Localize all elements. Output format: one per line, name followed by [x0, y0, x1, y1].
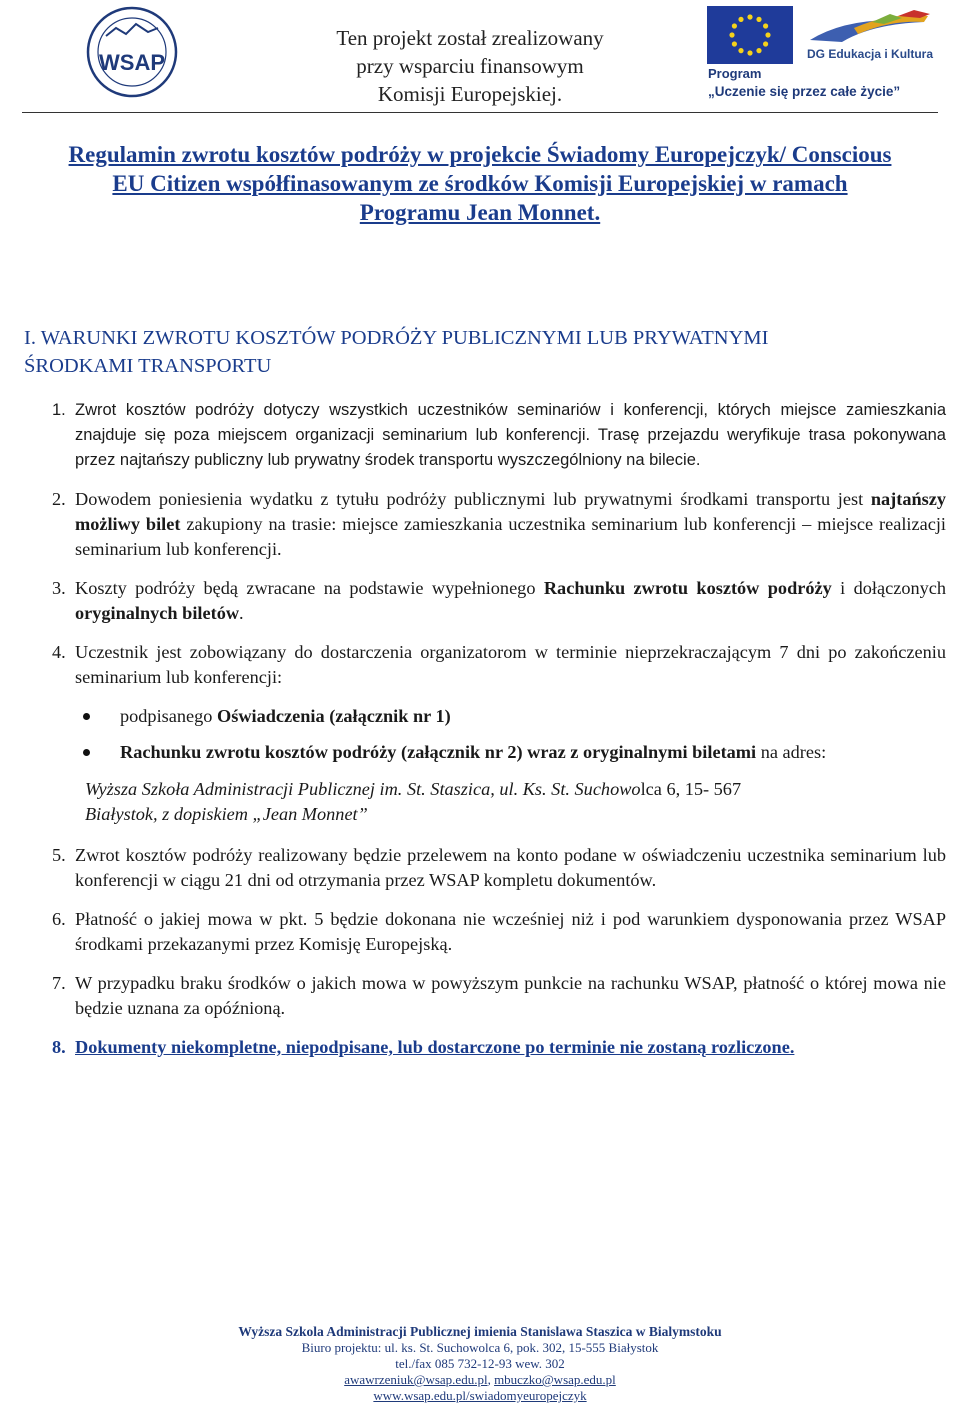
rule-5 [52, 843, 946, 893]
section-heading-line-1: I. WARUNKI ZWROTU KOSZTÓW PODRÓŻY PUBLICZNYMI LUB PRYWATNYMI [24, 327, 769, 349]
email-separator: , [487, 1372, 495, 1387]
rule-4-bullets [75, 704, 946, 765]
rule-3-text-a: Koszty podróży będą zwracane na podstawie wypełnionego [75, 578, 536, 598]
rule-7-text: W przypadku braku środków o jakich mowa w powyższym punkcie na rachunku WSAP, płatność o której mowa nie będzie uznana za opóźnioną. [75, 973, 946, 1018]
rule-number: 1. [52, 401, 66, 419]
address-part-c: Białystok, z dopiskiem „Jean Monnet” [85, 804, 368, 824]
rule-3-bold-a: Rachunku zwrotu kosztów podróży [543, 578, 832, 598]
rule-8-text: Dokumenty niekompletne, niepodpisane, lub dostarczone po terminie nie zostaną rozliczone. [75, 1037, 795, 1057]
rule-2-text-a: Dowodem poniesienia wydatku z tytułu podróży publicznymi lub prywatnymi środkami transportu jest [75, 489, 864, 509]
rule-2-text-b: zakupiony na trasie: miejsce zamieszkania uczestnika seminarium lub konferencji – miejsce realizacji seminarium lub konferencji. [75, 514, 946, 559]
rule-2-bold: najtańszy możliwy bilet [75, 489, 947, 534]
email-link-awawrzeniuk[interactable]: awawrzeniuk@wsap.edu.pl [344, 1372, 488, 1387]
title-line-3: Programu Jean Monnet. [359, 200, 601, 225]
rule-number: 7. [52, 973, 66, 993]
rule-6-text: Płatność o jakiej mowa w pkt. 5 będzie dokonana nie wcześniej niż i pod warunkiem dysponowania przez WSAP środkami przekazanymi przez Komisję Europejską. [75, 909, 946, 954]
funding-line-2: przy wsparciu finansowym [356, 54, 584, 78]
rule-3-text-c: . [239, 603, 244, 623]
page-footer [0, 1324, 960, 1404]
rule-1-text-a: Zwrot kosztów podróży dotyczy wszystkich uczestników seminariów i konferencji, których miejsce zamieszkania znajduje się poza miejscem organizacji seminarium lub konferencji. [75, 401, 946, 444]
program-label: Program [708, 66, 762, 81]
rule-number: 2. [52, 489, 66, 509]
title-line-1: Regulamin zwrotu kosztów podróży w projekcie Świadomy Europejczyk/ Conscious [68, 142, 892, 167]
section-heading-line-2: ŚRODKAMI TRANSPORTU [24, 355, 272, 377]
document-title [24, 140, 936, 227]
website-link[interactable]: www.wsap.edu.pl/swiadomyeuropejczyk [373, 1388, 587, 1403]
rule-6 [52, 907, 946, 957]
program-name: „Uczenie się przez całe życie” [708, 84, 901, 99]
list-item [75, 740, 946, 765]
bullet-1-text: podpisanego [120, 706, 213, 726]
funding-line-1: Ten projekt został zrealizowany [336, 26, 604, 50]
eu-flag-logo [707, 6, 793, 64]
rules-list [52, 398, 946, 1074]
title-line-2: EU Citizen współfinasowanym ze środków Komisji Europejskiej w ramach [112, 171, 848, 196]
bullet-icon [83, 713, 90, 720]
rule-number: 3. [52, 578, 66, 598]
wsap-logo [86, 6, 178, 98]
mailing-address [75, 777, 946, 827]
bullet-icon [83, 749, 90, 756]
rule-4 [52, 640, 946, 827]
rule-number: 5. [52, 845, 66, 865]
funding-statement [300, 24, 640, 108]
rule-5-text: Zwrot kosztów podróży realizowany będzie przelewem na konto podane w oświadczeniu uczestnika seminarium lub konferencji w ciągu 21 dni od otrzymania przez WSAP kompletu dokumentów. [75, 845, 946, 890]
rule-8 [52, 1035, 946, 1060]
rule-number: 6. [52, 909, 66, 929]
list-item [75, 704, 946, 729]
bullet-2-bold: Rachunku zwrotu kosztów podróży (załącznik nr 2) wraz z oryginalnymi biletami [120, 742, 757, 762]
rule-7 [52, 971, 946, 1021]
footer-emails [0, 1372, 960, 1388]
header-divider [22, 112, 938, 113]
bullet-2-text: na adres: [760, 742, 827, 762]
bullet-1-bold: Oświadczenia (załącznik nr 1) [216, 706, 451, 726]
address-part-a: Wyższa Szkoła Administracji Publicznej im. St. Staszica, ul. Ks. St. Suchowo [85, 779, 641, 799]
address-part-b: lca 6, 15- 567 [640, 779, 742, 799]
rule-1 [52, 398, 946, 473]
rule-3-text-b: i dołączonych [840, 578, 946, 598]
rule-4-text: Uczestnik jest zobowiązany do dostarczenia organizatorom w terminie nieprzekraczającym 7 dni po zakończeniu seminarium lub konferencji: [75, 642, 946, 687]
page-header [0, 0, 960, 112]
footer-office: Biuro projektu: ul. ks. St. Suchowolca 6, pok. 302, 15-555 Białystok [301, 1340, 659, 1355]
rule-3 [52, 576, 946, 626]
rule-1-text-b: Trasę przejazdu weryfikuje trasa pokonywana przez najtańszy publiczny lub prywatny środek transportu wyszczególniony na bilecie. [75, 426, 946, 469]
rule-2 [52, 487, 946, 562]
section-heading [24, 324, 924, 380]
rule-number: 8. [52, 1037, 66, 1057]
email-link-mbuczko[interactable]: mbuczko@wsap.edu.pl [494, 1372, 616, 1387]
rule-number: 4. [52, 642, 66, 662]
footer-phone: tel./fax 085 732-12-93 wew. 302 [395, 1356, 565, 1371]
rule-3-bold-b: oryginalnych biletów [75, 603, 240, 623]
dg-logo-text: DG Edukacja i Kultura [807, 47, 934, 61]
wsap-logo-text: WSAP [99, 50, 165, 75]
funding-line-3: Komisji Europejskiej. [377, 82, 563, 106]
footer-institution: Wyższa Szkola Administracji Publicznej imienia Stanislawa Staszica w Bialymstoku [238, 1324, 722, 1339]
